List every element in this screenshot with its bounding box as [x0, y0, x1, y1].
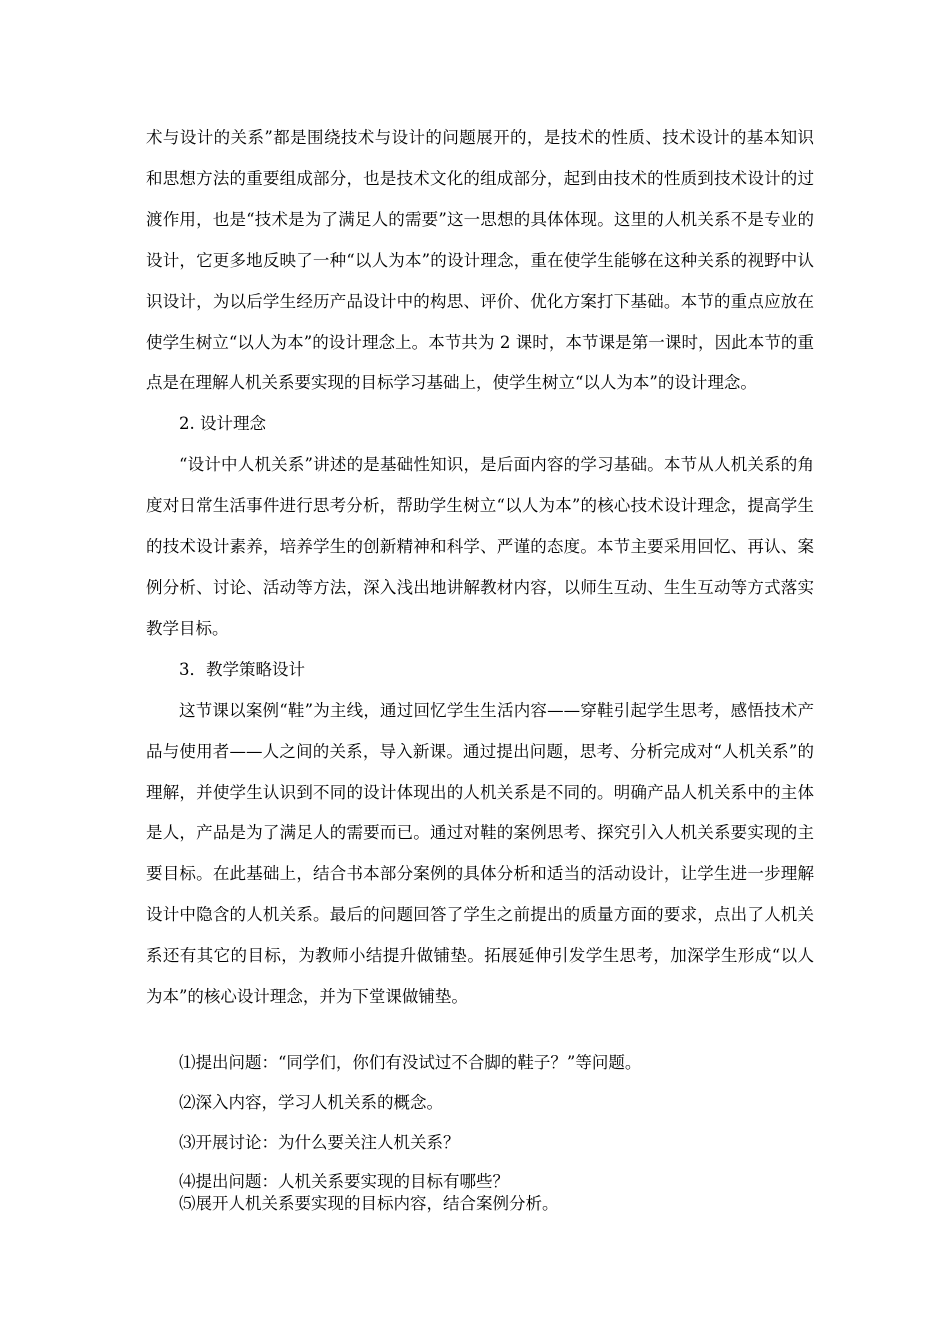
list-item: ⑸展开人机关系要实现的目标内容，结合案例分析。	[179, 1194, 559, 1213]
section-3-paragraph: 这节课以案例“鞋”为主线，通过回忆学生生活内容——穿鞋引起学生思考，感悟技术产品与使用者——人之间的关系，导入新课。通过提出问题，思考、分析完成对“人机关系”的理解，并使学生认识到不同的设计体现出的人机关系是不同的。明确产品人机关系中的主体是人，产品是为了满足人的需要而已。通过对鞋的案例思考、探究引入人机关系要实现的主要目标。在此基础上，结合书本部分案例的具体分析和适当的活动设计，让学生进一步理解设计中隐含的人机关系。最后的问题回答了学生之前提出的质量方面的要求，点出了人机关系还有其它的目标，为教师小结提升做铺垫。拓展延伸引发学生思考，加深学生形成“以人为本”的核心设计理念，并为下堂课做铺垫。	[146, 700, 814, 1007]
list-item: ⑶开展讨论：为什么要关注人机关系？	[179, 1133, 460, 1152]
teaching-steps-list	[146, 1043, 814, 1215]
document-body	[146, 118, 814, 1018]
list-item: ⑵深入内容，学习人机关系的概念。	[179, 1093, 443, 1112]
intro-paragraph: 术与设计的关系”都是围绕技术与设计的问题展开的，是技术的性质、技术设计的基本知识和思想方法的重要组成部分，也是技术文化的组成部分，起到由技术的性质到技术设计的过渡作用，也是“技术是为了满足人的需要”这一思想的具体体现。这里的人机关系不是专业的设计，它更多地反映了一种“以人为本”的设计理念，重在使学生能够在这种关系的视野中认识设计，为以后学生经历产品设计中的构思、评价、优化方案打下基础。本节的重点应放在使学生树立“以人为本”的设计理念上。本节共为 2 课时，本节课是第一课时，因此本节的重点是在理解人机关系要实现的目标学习基础上，使学生树立“以人为本”的设计理念。	[146, 128, 814, 393]
list-item: ⑴提出问题：“同学们，你们有没试过不合脚的鞋子？”等问题。	[179, 1053, 642, 1072]
list-item: ⑷提出问题：人机关系要实现的目标有哪些？	[179, 1172, 509, 1191]
section-2-paragraph: “设计中人机关系”讲述的是基础性知识，是后面内容的学习基础。本节从人机关系的角度对日常生活事件进行思考分析，帮助学生树立“以人为本”的核心技术设计理念，提高学生的技术设计素养，培养学生的创新精神和科学、严谨的态度。本节主要采用回忆、再认、案例分析、讨论、活动等方法，深入浅出地讲解教材内容，以师生互动、生生互动等方式落实教学目标。	[146, 455, 814, 638]
section-3-heading: 3．教学策略设计	[179, 659, 305, 679]
section-2-heading: 2. 设计理念	[179, 414, 266, 434]
